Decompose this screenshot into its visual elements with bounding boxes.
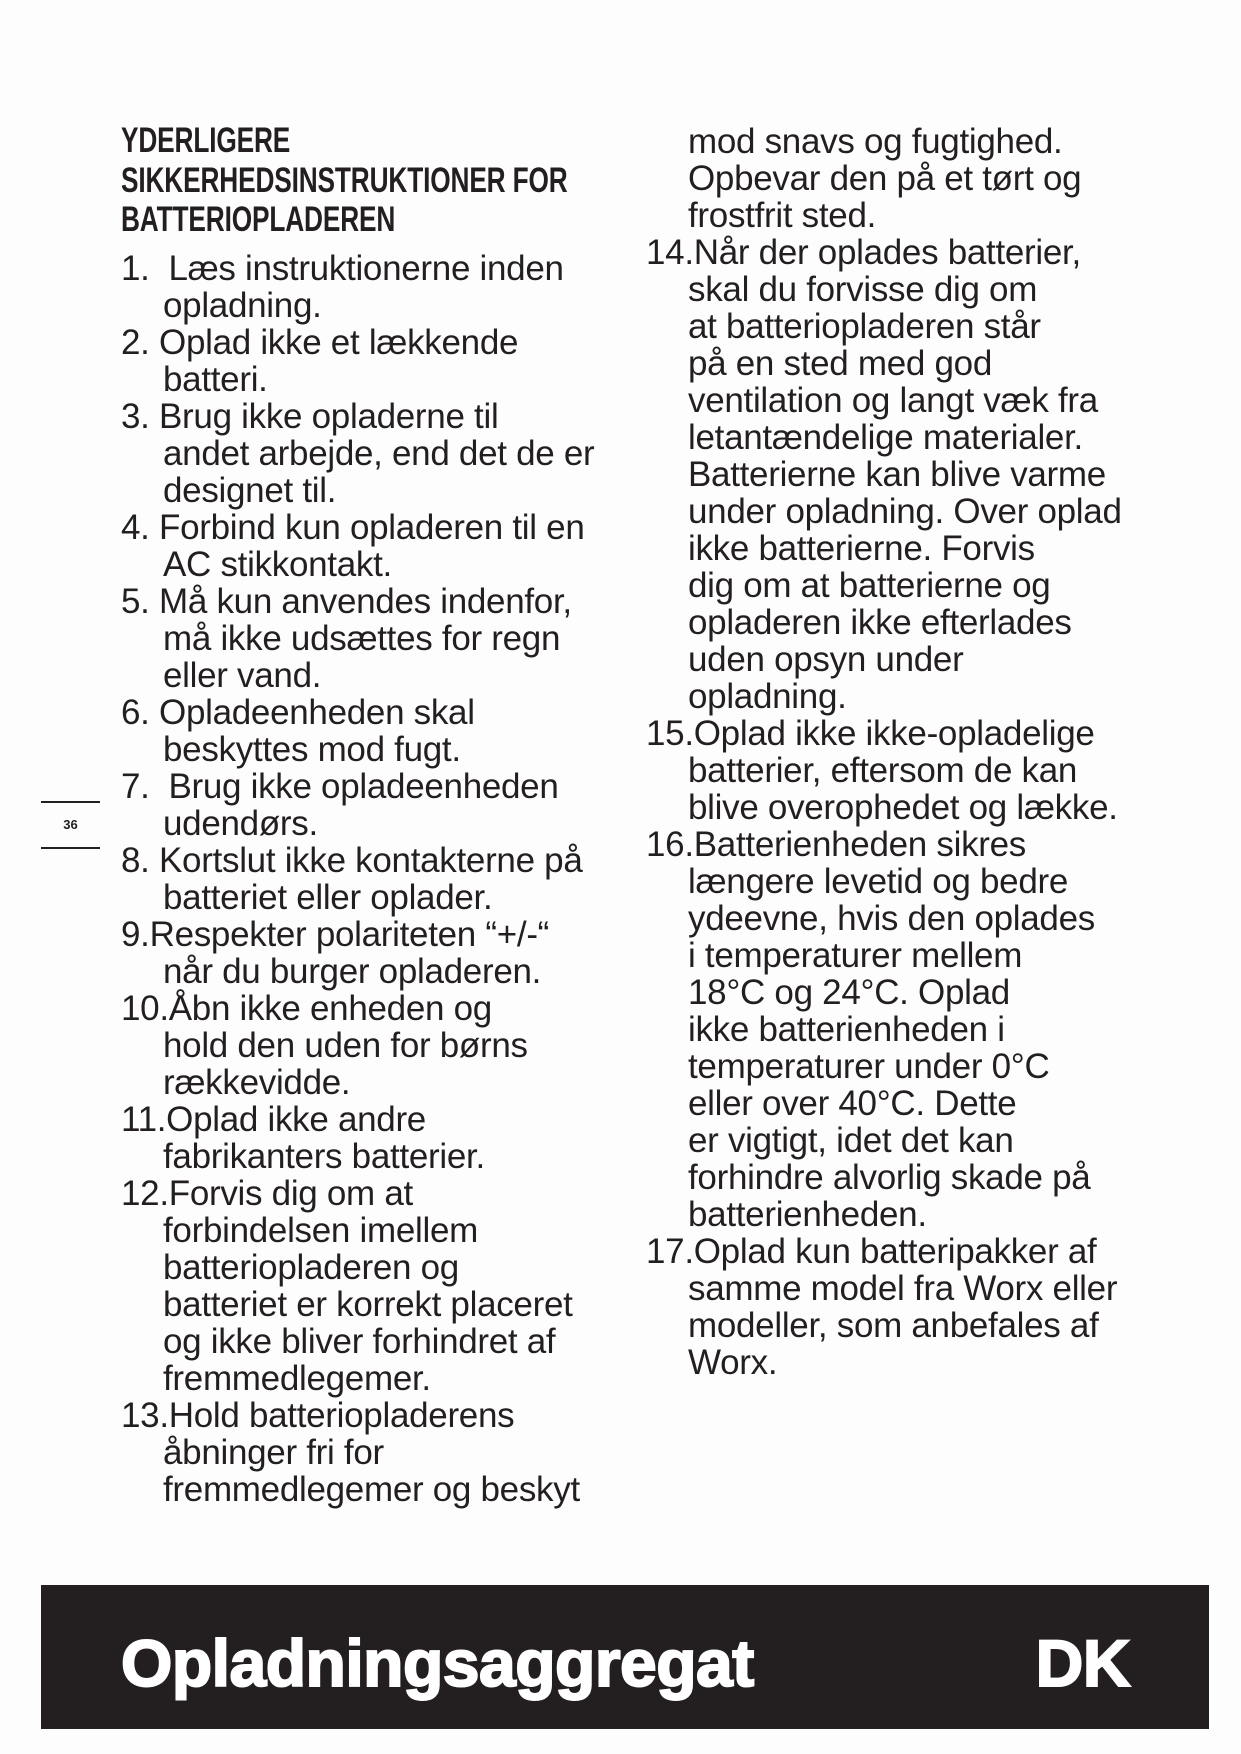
list-item: 4. Forbind kun opladeren til en AC stikkontakt. bbox=[121, 508, 585, 584]
list-item: 12.Forvis dig om at forbindelsen imellem batteriopladeren og batteriet er korrekt placeret og ikke bliver forhindret af fremmedlegemer. bbox=[121, 1174, 573, 1398]
list-item: 16.Batterienheden sikres længere levetid og bedre ydeevne, hvis den oplades i temperaturer mellem 18°C og 24°C. Oplad ikke batterienheden i temperaturer under 0°C eller over 40°C. Dette er vigtigt, idet det kan forhindre alvorlig skade på batterienheden. bbox=[646, 824, 1095, 1234]
list-item: 15.Oplad ikke ikke-opladelige batterier, eftersom de kan blive overophedet og lække. bbox=[646, 713, 1118, 827]
list-item: 11.Oplad ikke andre fabrikanters batterier. bbox=[121, 1100, 485, 1176]
footer-language-code: DK bbox=[1035, 1626, 1130, 1700]
left-column-list bbox=[121, 250, 601, 1508]
list-item: 17.Oplad kun batteripakker af samme model fra Worx eller modeller, som anbefales af Worx. bbox=[646, 1231, 1118, 1382]
page-number: 36 bbox=[63, 817, 78, 832]
list-item: 14.Når der oplades batterier, skal du forvisse dig om at batteriopladeren står på en sted med god ventilation og langt væk fra letantændelige materialer. Batterierne kan blive varme under opladning. Over oplad ikke batterierne. Forvis dig om at batterierne og opladeren ikke efterlades uden opsyn under opladning. bbox=[646, 232, 1122, 716]
list-item: 2. Oplad ikke et lækkende batteri. bbox=[121, 323, 519, 399]
list-item-continuation: mod snavs og fugtighed. Opbevar den på et tørt og frostfrit sted. bbox=[688, 121, 1082, 235]
list-item: 8. Kortslut ikke kontakterne på batteriet eller oplader. bbox=[121, 841, 583, 917]
list-item: 1. Læs instruktionerne inden opladning. bbox=[121, 249, 564, 325]
list-item: 13.Hold batteriopladerens åbninger fri for fremmedlegemer og beskyt bbox=[121, 1396, 580, 1509]
list-item: 9.Respekter polariteten “+/-“ når du burger opladeren. bbox=[121, 915, 550, 991]
page-number-rule-top bbox=[41, 801, 100, 803]
list-item: 3. Brug ikke opladerne til andet arbejde, end det de er designet til. bbox=[121, 397, 595, 510]
list-item: 7. Brug ikke opladeenheden udendørs. bbox=[121, 767, 559, 843]
footer-bar bbox=[41, 1585, 1209, 1729]
list-item: 5. Må kun anvendes indenfor, må ikke udsættes for regn eller vand. bbox=[121, 582, 572, 695]
list-item: 6. Opladeenheden skal beskyttes mod fugt. bbox=[121, 693, 475, 769]
footer-title: Opladningsaggregat bbox=[121, 1626, 754, 1700]
list-item: 10.Åbn ikke enheden og hold den uden for børns rækkevidde. bbox=[121, 989, 528, 1102]
right-column-list bbox=[646, 123, 1206, 1381]
section-heading: YDERLIGERE SIKKERHEDSINSTRUKTIONER FOR BATTERIOPLADEREN bbox=[121, 121, 568, 239]
page-number-rule-bottom bbox=[41, 847, 100, 849]
page-number-marker bbox=[41, 801, 100, 849]
